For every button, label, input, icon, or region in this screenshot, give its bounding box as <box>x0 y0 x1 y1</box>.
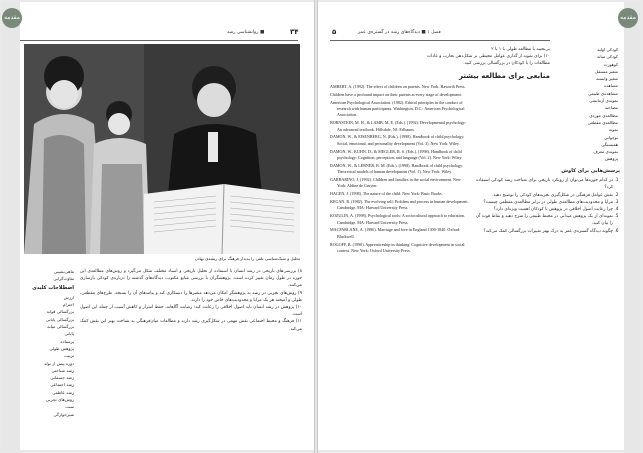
key-term: رشد اجتماعی <box>50 382 74 388</box>
key-terms-title: اصطلاحات کلیدی <box>32 284 74 291</box>
key-term: سنت <box>65 404 74 410</box>
photo-children-reading <box>24 44 300 254</box>
right-page <box>318 2 640 450</box>
reference-entry: DAMON, W., KUHN, D., & SIEGLER, R. S. (Eds.). (1998). Handbook of child psychology: Cognition, perception, and language (Vol. 2). New York: Wiley. <box>330 148 463 161</box>
further-reading-title: منابعی برای مطالعه بیشتر <box>458 72 550 80</box>
header-rule <box>330 40 550 41</box>
continued-line: بی‌نجیبه یا مطالعه طولی با ۱ یا ۲ <box>491 47 550 52</box>
summary-text <box>80 268 302 333</box>
reference-entry: KOZULIN, A. (1998). Psychological tools: A sociocultural approach to education. Cambridge, MA: Harvard University Press. <box>330 213 465 225</box>
key-term: رشد جسمانی <box>50 375 74 381</box>
sidebar-intro-line: تفاوت‌گرایی <box>53 276 74 282</box>
key-term: پرستاده <box>60 338 74 344</box>
key-term: مطالعه‌ی موردی <box>589 112 618 118</box>
sidebar-intro-line: ماهی‌نشینی <box>53 269 74 274</box>
key-term: مصاحبه <box>604 105 618 111</box>
key-term: رشد عاطفی <box>52 389 74 395</box>
key-term: نمونه‌ی معرف <box>593 149 618 155</box>
key-term: بزرگسالی میانه <box>47 324 74 330</box>
references-list <box>330 84 470 256</box>
key-term: پژوهش <box>604 156 618 162</box>
header-rule <box>20 40 298 41</box>
summary-paragraph: ۸) بررسی‌های تاریخی در رشد انسان با استفاده از تحلیل تاریخی و اسناد مختلف شکل می‌گیرد و روش‌های مطالعه‌ی این حوزه در طول زمان تغییر کرده است. پژوهشگران با بررسی منابع مکتوب، دیدگاه‌های گذشته را درباره‌ی کودکی بازسازی می‌کنند. <box>80 269 302 289</box>
reference-entry: MACFARLANE, A. (1986). Marriage and love in England 1300-1840. Oxford: Blackwell. <box>330 227 461 239</box>
key-term: نمونه <box>608 127 618 133</box>
book-logo: مقدمه <box>2 8 22 28</box>
key-term: رشد شناختی <box>51 367 74 373</box>
question-item: 2. نقش عوامل فرهنگی در شکل‌گیری تجربه‌های کودکی را توضیح دهید. <box>476 192 613 199</box>
key-term: احترام <box>62 302 74 308</box>
continued-line: مطالعات را با کودکان در بزرگسالی بررسی کنید. <box>463 61 550 67</box>
key-term: متغیر وابسته <box>595 76 618 82</box>
reference-entry: BORNSTEIN, M. H., & LAMB, M. E. (Eds.). (1992). Developmental psychology: An advanced textbook. Hillsdale, NJ: Erlbaum. <box>330 120 466 132</box>
reference-entry: HAGEN, J. (1998). The nature of the child. New York: Basic Books. <box>330 191 443 197</box>
running-head: فصل ۱ ■ دیدگاه‌های رشد در گستره‌ی عمر <box>358 30 441 35</box>
key-term: ارزش <box>63 294 74 300</box>
key-term: روش‌های تجربی <box>45 397 74 403</box>
summary-paragraph: ۹) روش‌های تجربی در رشد به پژوهشگر امکان می‌دهد متغیرها را دستکاری کند و پیامدهای آن را بسنجد. طرح‌های مقطعی، طولی و آمیخته هر یک مزایا و محدودیت‌های خاص خود را دارند. <box>80 290 302 303</box>
key-terms-sidebar <box>564 46 618 163</box>
key-term: پژوهش طولی <box>49 345 74 351</box>
left-page <box>2 2 314 450</box>
left-margin-strip <box>2 2 20 450</box>
key-term: نوجوانی <box>604 134 618 140</box>
reference-entry: DAMON, W., & LERNER, R. M. (Eds.). (1998). Handbook of child psychology: Theoretical models of human development (Vol. 1). New York: Wiley. <box>330 162 464 175</box>
questions-section <box>476 166 620 235</box>
summary-paragraph: ۱۰) پژوهش در رشد انسان باید اصول اخلاقی را رعایت کند؛ رضایت آگاهانه، حفظ اسرار و کاهش آسیب از جمله این اصول است. <box>80 305 302 318</box>
key-term: مشاهده <box>604 83 618 89</box>
question-item: 3. مزایا و محدودیت‌های مطالعه‌ی طولی در برابر مطالعه‌ی مقطعی چیست؟ <box>476 199 613 206</box>
page-number: ۳۴ <box>290 28 299 36</box>
continued-line: ۱۰) برای نمونه از گذاری عوامل محیطی بر شکل‌دهی تجارب و عادات <box>426 54 550 60</box>
question-item: 6. چگونه دیدگاه گستره‌ی عمر به درک بهتر تغییرات بزرگسالی کمک می‌کند؟ <box>476 228 613 235</box>
key-term: کوهورت <box>603 61 618 67</box>
key-term: کودکی میانه <box>596 54 618 60</box>
question-item: 5. نمونه‌ای از یک پژوهش میدانی در محیط طبیعی را شرح دهید و نقاط قوت آن را بیان کنید. <box>476 213 613 227</box>
key-term: بزرگسالی پایانی <box>45 316 74 322</box>
question-item: 4. چرا رعایت اصول اخلاقی در پژوهش با کودکان اهمیت ویژه‌ای دارد؟ <box>476 206 613 213</box>
reference-entry: AMBERT, A. (1992). The effect of children on parents. New York: Haworth Press. <box>330 84 466 89</box>
continued-text <box>330 46 550 68</box>
questions-title: پرسش‌هایی برای کاوش <box>561 168 620 174</box>
right-margin-strip <box>624 2 640 450</box>
reference-entry: GARBARINO, J. (1992). Children and families in the social environment. New York: Aldine de Gruyter. <box>330 177 461 189</box>
book-logo: مقدمه <box>618 8 638 28</box>
running-head: ■ روانشناسی رشد <box>227 30 265 35</box>
question-item: 1. در کدام حوزه‌ها می‌توان از رویکرد تاریخی برای شناخت رشد کودکی استفاده کرد؟ <box>476 177 613 191</box>
key-term: کودکی اولیه <box>597 47 618 52</box>
key-term: همبستگی <box>601 141 618 147</box>
reference-entry: KEGAN, R. (1982). The evolving self: Problem and process in human development. Cambridge, MA: Harvard University Press. <box>330 199 469 211</box>
key-term: مشاهده‌ی طبیعی <box>588 90 618 96</box>
key-term: نمونه‌ی آزمایشی <box>589 98 618 104</box>
reference-entry: ROGOFF, B. (1990). Apprenticeship in thinking: Cognitive development in social context. New York: Oxford University Press. <box>330 241 465 254</box>
reference-entry: American Psychological Association. (1982). Ethical principles in the conduct of research with human participants. Washington, D.C.: American Psychological Association. <box>330 99 465 118</box>
reference-entry: Children have a profound impact on their parents at every stage of development. <box>330 91 462 97</box>
key-term: دوره پیش از تولد <box>44 360 74 366</box>
key-terms-sidebar <box>22 268 74 418</box>
key-term: تربیت <box>63 353 74 359</box>
key-term: بزرگسالی قوانه <box>46 309 74 315</box>
photo-illustration <box>24 44 300 254</box>
key-term: پایانی <box>64 331 74 337</box>
key-term: مطالعه‌ی مقطعی <box>587 119 618 125</box>
key-term: شیرخوارگی <box>53 411 74 417</box>
reference-entry: DAMON, W., & EISENBERG, N. (Eds.). (1998). Handbook of child psychology: Social, emotional, and personality development (Vol. 3). New York: Wiley. <box>330 134 465 146</box>
summary-paragraph: ۱۱) فرهنگ و محیط اجتماعی نقش مهمی در شکل‌گیری رشد دارند و مطالعات میان‌فرهنگی به شناخت بهتر این نقش کمک می‌کند. <box>80 319 302 332</box>
key-term: متغیر مستقل <box>595 68 618 74</box>
page-number: ۵ <box>332 28 337 36</box>
photo-caption: تحلیل و سبک‌شناسی تلقی را پدیدار فرهنگ برای ریشه‌ی نهادن <box>194 256 300 261</box>
